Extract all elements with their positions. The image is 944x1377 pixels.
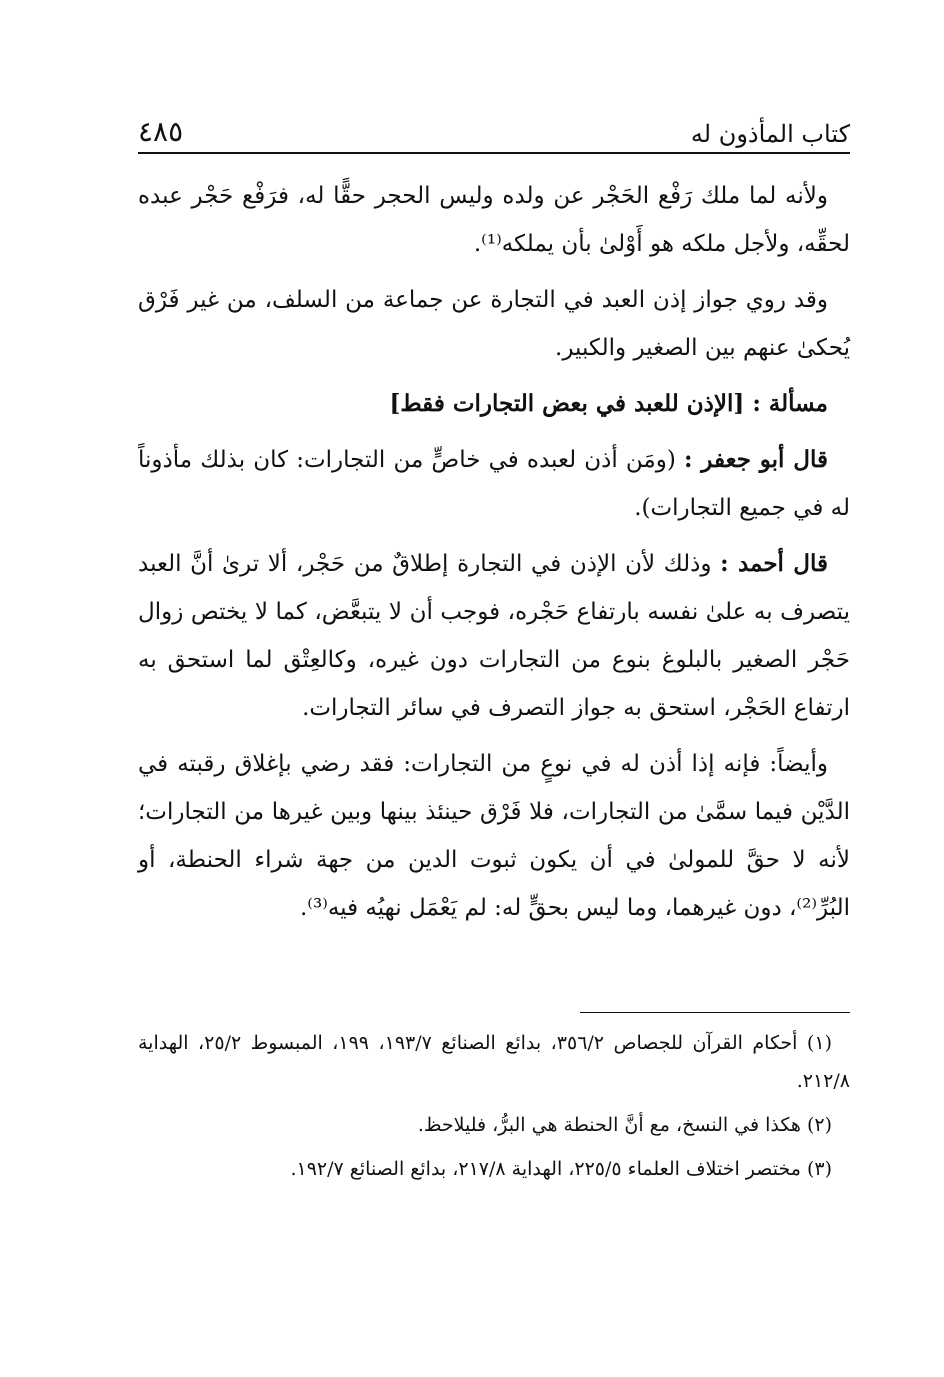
issue-label: مسألة : [752,390,828,417]
issue-title: [الإذن للعبد في بعض التجارات فقط] [389,390,745,417]
speaker-ahmad: قال أحمد : [720,550,828,577]
footnote-2: (٢) هكذا في النسخ، مع أنَّ الحنطة هي البرُّ، فليلاحظ. [417,1114,832,1136]
paragraph-2: وقد روي جواز إذن العبد في التجارة عن جماعة من السلف، من غير فَرْق يُحكىٰ عنهم بين الصغير والكبير. [138,287,850,361]
running-title: كتاب المأذون له [690,120,850,148]
speaker-abu-jafar: قال أبو جعفر : [683,446,829,473]
footnotes [138,1024,850,1194]
commentary-ahmad: وذلك لأن الإذن في التجارة إطلاقٌ من حَجْر، ألا ترىٰ أنَّ العبد يتصرف به علىٰ نفسه بارتفاع حَجْره، فوجب أن لا يتبعَّض، كما لا يختص زوال حَجْر الصغير بالبلوغ بنوع من التجارات دون غيره، وكالعِتْق لما استحق به ارتفاع الحَجْر، استحق به جواز التصرف في سائر التجارات. [138,551,850,721]
page-header [138,108,850,148]
header-rule [138,152,850,154]
paragraph-1: ولأنه لما ملك رَفْع الحَجْر عن ولده وليس الحجر حقًّا له، فرَفْع حَجْر عبده لحقِّه، ولأجل ملكه هو أَوْلىٰ بأن يملكه⁽¹⁾. [138,183,850,257]
page-number: ٤٨٥ [138,115,184,148]
quote-abu-jafar: (ومَن أذن لعبده في خاصٍّ من التجارات: كان بذلك مأذوناً له في جميع التجارات). [138,447,850,521]
paragraph-6: وأيضاً: فإنه إذا أذن له في نوعٍ من التجارات: فقد رضي بإغلاق رقبته في الدَّيْن فيما سمَّىٰ من التجارات، فلا فَرْق حينئذ بينها وبين غيرها من التجارات؛ لأنه لا حقَّ للمولىٰ في أن يكون ثبوت الدين من جهة شراء الحنطة، أو البُرِّ⁽²⁾، دون غيرهما، وما ليس بحقٍّ له: لم يَعْمَل نهيُه فيه⁽³⁾. [138,751,850,921]
main-text [138,172,850,940]
issue-heading [138,380,850,428]
footnote-rule [580,1012,850,1013]
paragraph-ahmad [138,540,850,732]
footnote-1: (١) أحكام القرآن للجصاص ٣٥٦/٢، بدائع الصنائع ١٩٣/٧، ١٩٩، المبسوط ٢٥/٢، الهداية ٢١٢/٨. [138,1032,850,1092]
paragraph-abu-jafar [138,436,850,532]
footnote-3: (٣) مختصر اختلاف العلماء ٢٢٥/٥، الهداية ٢١٧/٨، بدائع الصنائع ١٩٢/٧. [290,1158,832,1180]
